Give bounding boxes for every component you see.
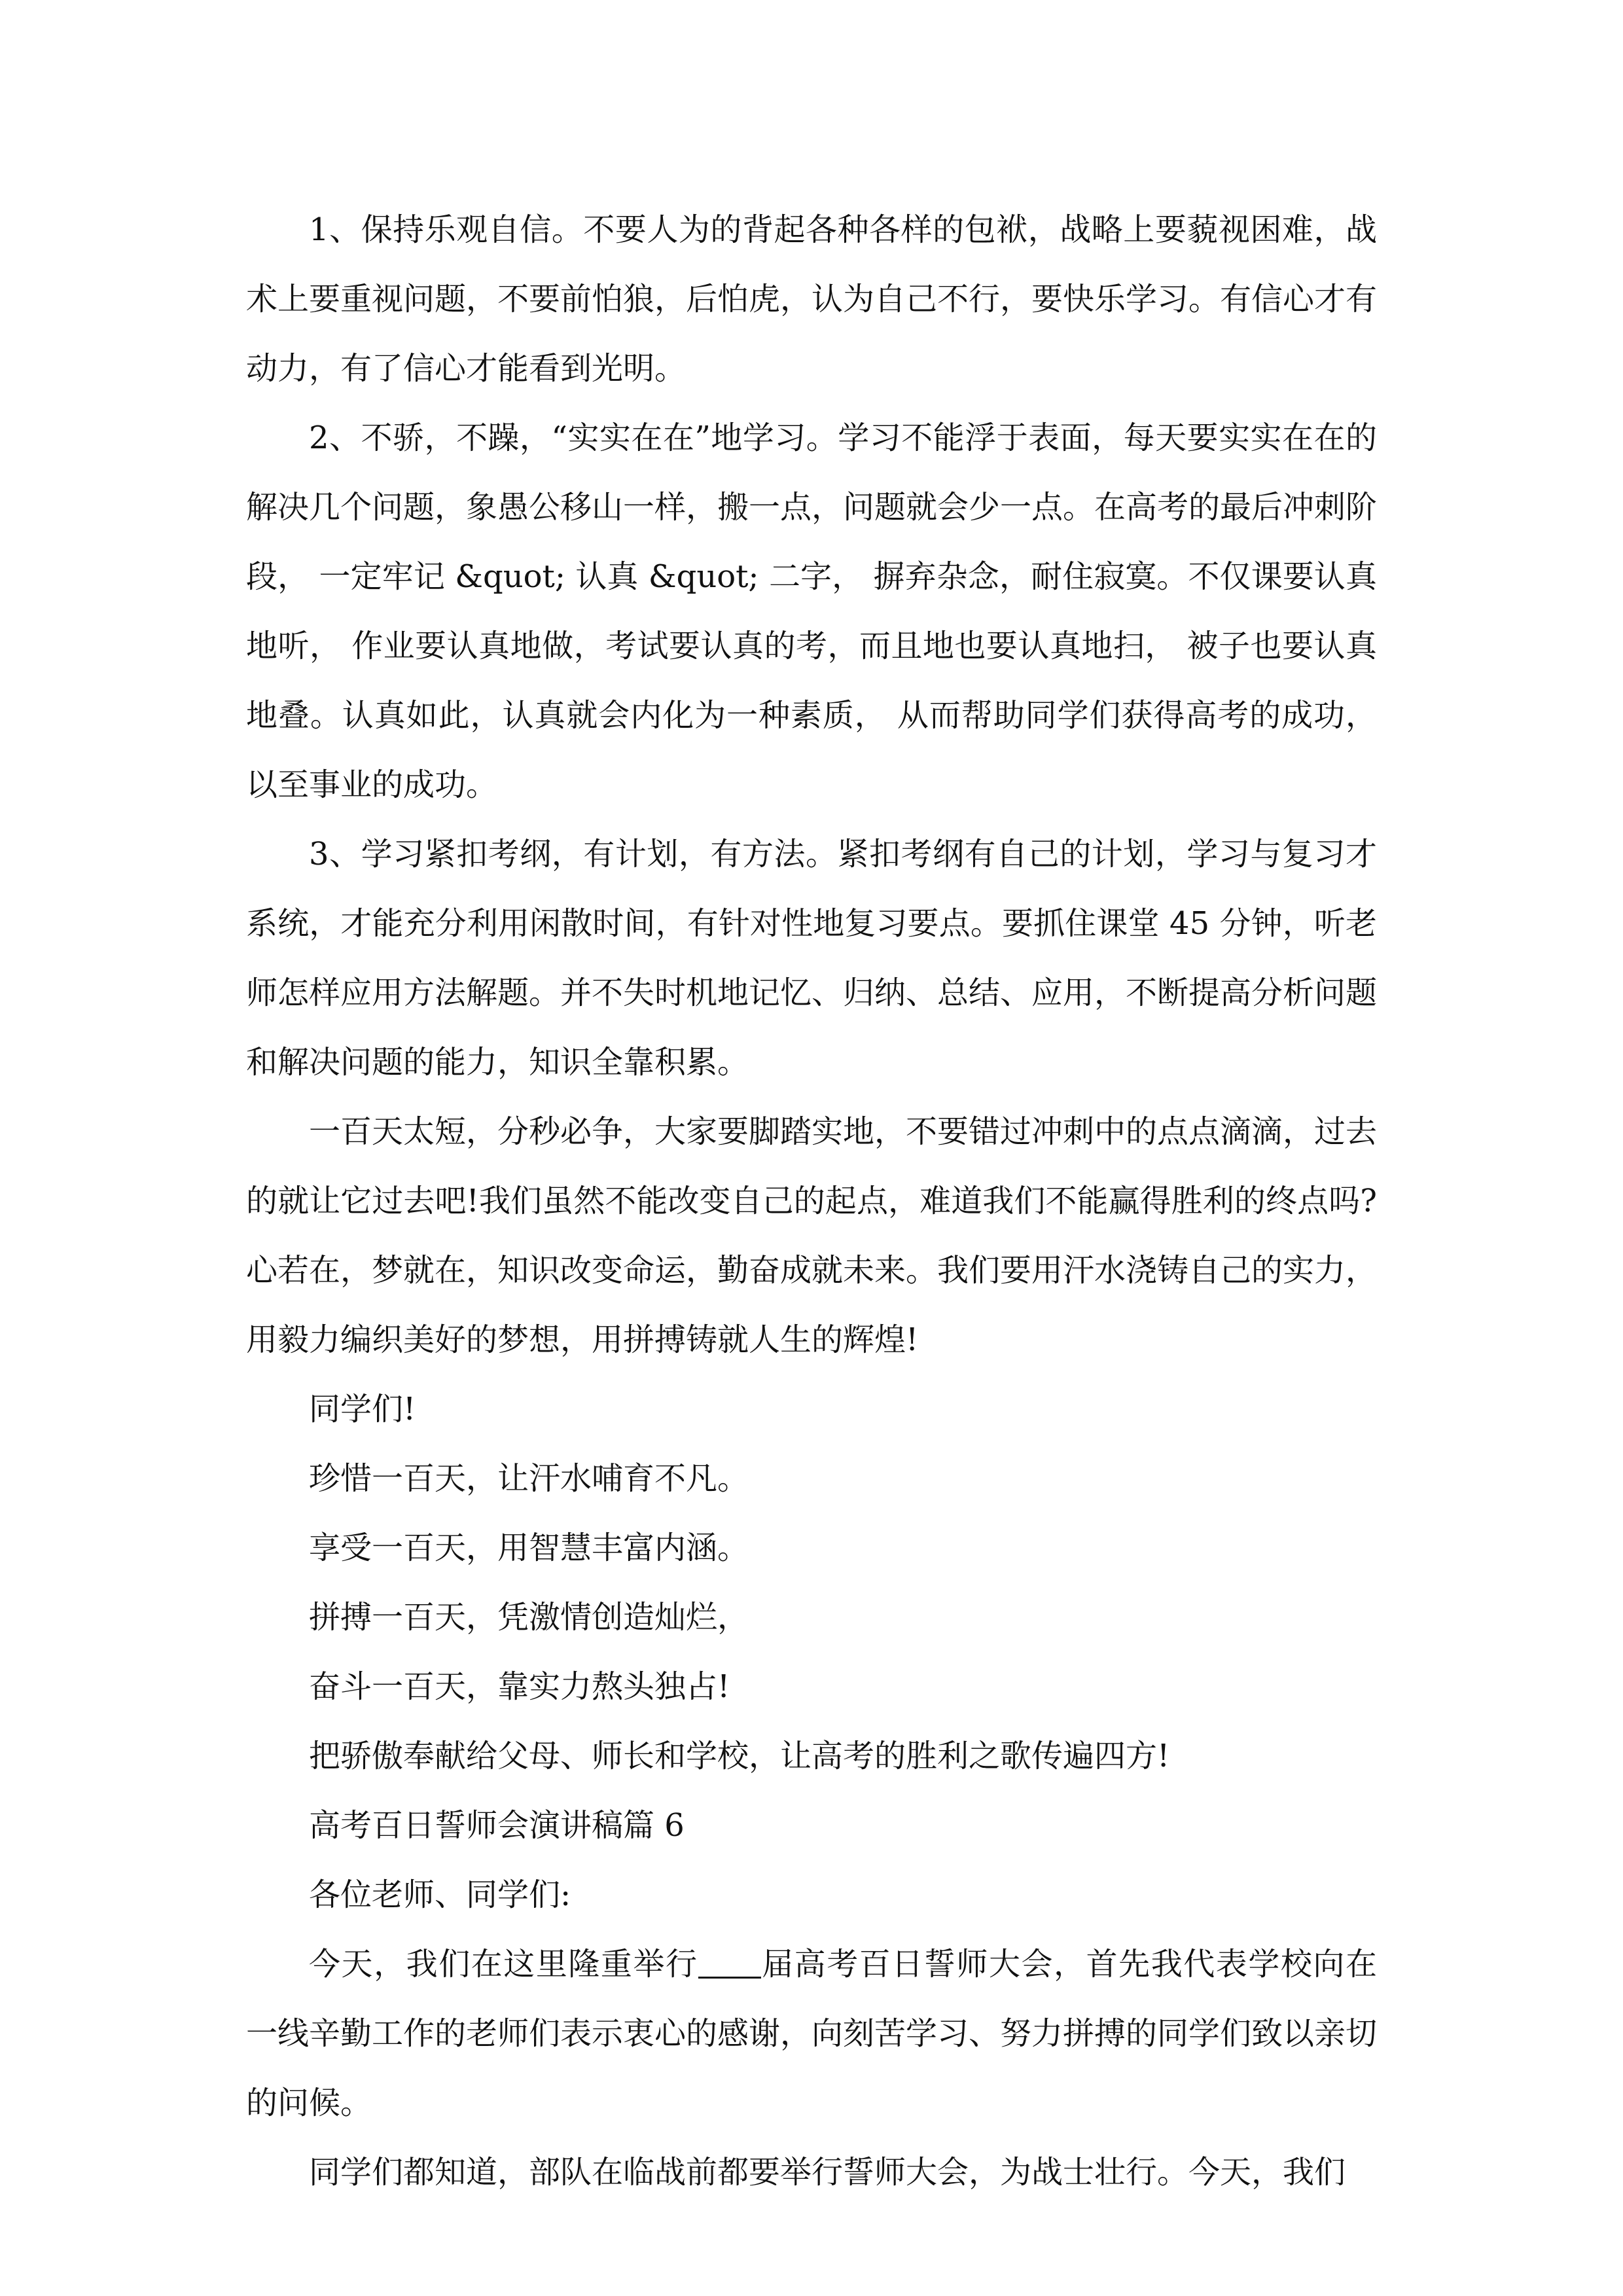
document-body: [246, 195, 1377, 2207]
paragraph-students-call: 同学们!: [309, 1391, 416, 1427]
paragraph-last: 同学们都知道，部队在临战前都要举行誓师大会，为战士壮行。今天，我们: [309, 2154, 1346, 2191]
opening-text-before-blank: 今天，我们在这里隆重举行: [309, 1946, 698, 1982]
paragraph-hundred-days: 一百天太短，分秒必争，大家要脚踏实地，不要错过冲刺中的点点滴滴，过去的就让它过去吧!我们虽然不能改变自己的起点，难道我们不能赢得胜利的终点吗?心若在，梦就在，知识改变命运，勤奋成就未来。我们要用汗水浇铸自己的实力，用毅力编织美好的梦想，用拼搏铸就人生的辉煌!: [246, 1113, 1378, 1358]
verse-line-4: 奋斗一百天，靠实力熬头独占!: [309, 1668, 730, 1705]
section-heading: 高考百日誓师会演讲稿篇 6: [309, 1807, 685, 1844]
paragraph-point-2: 2、不骄，不躁，“实实在在”地学习。学习不能浮于表面，每天要实实在在的解决几个问题，象愚公移山一样，搬一点，问题就会少一点。在高考的最后冲刺阶段， 一定牢记 &quot; 认真 &quot; 二字， 摒弃杂念，耐住寂寞。不仅课要认真地听， 作业要认真地做，考试要认真的考，而且地也要认真地扫， 被子也要认真地叠。认真如此，认真就会内化为一种素质， 从而帮助同学们获得高考的成功，以至事业的成功。: [246, 420, 1378, 803]
paragraph-point-1: 1、保持乐观自信。不要人为的背起各种各样的包袱，战略上要藐视困难，战术上要重视问题，不要前怕狼，后怕虎，认为自己不行，要快乐学习。有信心才有动力，有了信心才能看到光明。: [246, 211, 1378, 387]
opening-text-after-blank: 届高考百日誓师大会，首先我代表学校向在一线辛勤工作的老师们表示衷心的感谢，向刻苦学习、努力拼搏的同学们致以亲切的问候。: [246, 1946, 1378, 2121]
verse-line-5: 把骄傲奉献给父母、师长和学校，让高考的胜利之歌传遍四方!: [309, 1738, 1170, 1774]
salutation: 各位老师、同学们:: [309, 1876, 571, 1913]
verse-line-3: 拼搏一百天，凭激情创造灿烂，: [309, 1599, 749, 1636]
paragraph-point-3: 3、学习紧扣考纲，有计划，有方法。紧扣考纲有自己的计划，学习与复习才系统，才能充分利用闲散时间，有针对性地复习要点。要抓住课堂 45 分钟，听老师怎样应用方法解题。并不失时机地记忆、归纳、总结、应用，不断提高分析问题和解决问题的能力，知识全靠积累。: [246, 836, 1378, 1081]
fill-in-blank: [698, 1950, 761, 1979]
verse-line-1: 珍惜一百天，让汗水哺育不凡。: [309, 1460, 749, 1497]
paragraph-opening: [246, 1929, 1377, 2138]
verse-line-2: 享受一百天，用智慧丰富内涵。: [309, 1530, 749, 1566]
